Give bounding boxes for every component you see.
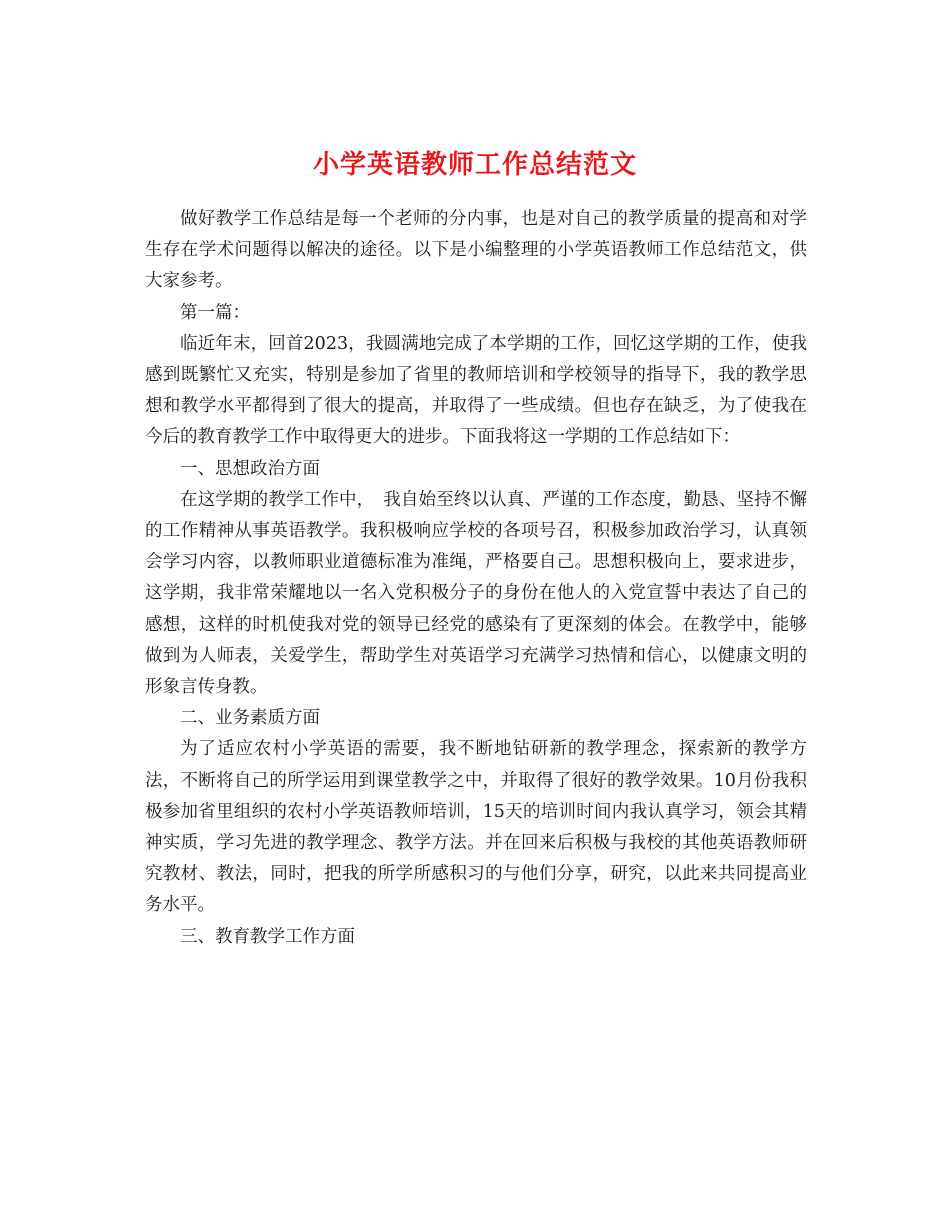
professional-quality-paragraph: 为了适应农村小学英语的需要，我不断地钻研新的教学理念，探索新的教学方法，不断将自己的所学运用到课堂教学之中，并取得了很好的教学效果。10月份我积极参加省里组织的农村小学英语教师培训，15天的培训时间内我认真学习，领会其精神实质，学习先进的教学理念、教学方法。并在回来后积极与我校的其他英语教师研究教材、教法，同时，把我的所学所感积习的与他们分享，研究，以此来共同提高业务水平。 [145,739,807,916]
opening-paragraph: 临近年末，回首2023，我圆满地完成了本学期的工作，回忆这学期的工作，使我感到既繁忙又充实，特别是参加了省里的教师培训和学校领导的指导下，我的教学思想和教学水平都得到了很大的提高，并取得了一些成绩。但也存在缺乏，为了使我在今后的教育教学工作中取得更大的进步。下面我将这一学期的工作总结如下： [145,333,807,448]
document-title: 小学英语教师工作总结范文 [312,150,637,181]
document-body [145,204,807,953]
heading-professional-quality: 二、业务素质方面 [180,708,320,729]
section-label-part-one: 第一篇： [180,302,250,323]
heading-teaching-work: 三、教育教学工作方面 [180,926,355,947]
ideology-politics-paragraph: 在这学期的教学工作中， 我自始至终以认真、严谨的工作态度，勤恳、坚持不懈的工作精神从事英语教学。我积极响应学校的各项号召，积极参加政治学习，认真领会学习内容，以教师职业道德标准为准绳，严格要自己。思想积极向上，要求进步，这学期，我非常荣耀地以一名入党积极分子的身份在他人的入党宣誓中表达了自己的感想，这样的时机使我对党的领导已经党的感染有了更深刻的体会。在教学中，能够做到为人师表，关爱学生，帮助学生对英语学习充满学习热情和信心，以健康文明的形象言传身教。 [145,489,807,698]
heading-ideology-politics: 一、思想政治方面 [180,458,320,479]
intro-paragraph: 做好教学工作总结是每一个老师的分内事，也是对自己的教学质量的提高和对学生存在学术问题得以解决的途径。以下是小编整理的小学英语教师工作总结范文，供大家参考。 [145,209,807,292]
